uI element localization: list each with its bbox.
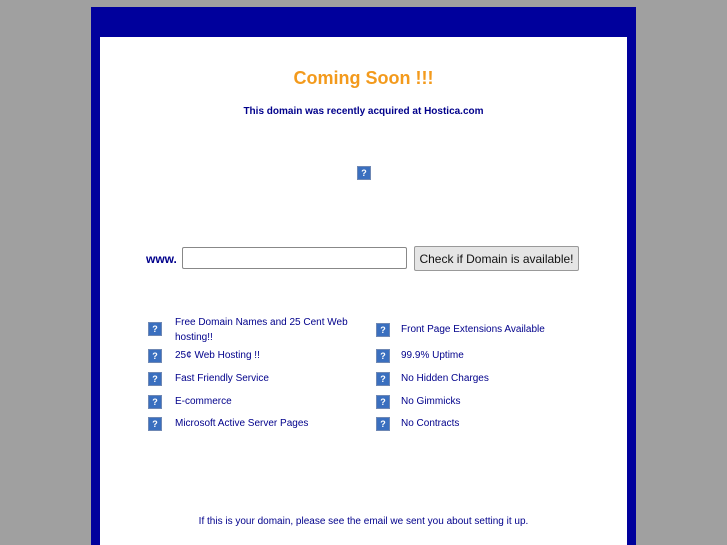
broken-image-icon: ? — [148, 372, 162, 386]
broken-image-icon: ? — [376, 417, 390, 431]
footer-note: If this is your domain, please see the email we sent you about setting it up. — [198, 516, 529, 527]
broken-image-icon: ? — [376, 349, 390, 363]
broken-image-icon: ? — [357, 166, 371, 180]
broken-image-icon: ? — [376, 372, 390, 386]
feature-text: Microsoft Active Server Pages — [175, 418, 309, 429]
feature-text: No Hidden Charges — [401, 373, 489, 384]
feature-text: 25¢ Web Hosting !! — [175, 350, 260, 361]
broken-image-icon: ? — [376, 395, 390, 409]
www-prefix-label: www. — [146, 252, 177, 266]
feature-text: Front Page Extensions Available — [401, 324, 545, 335]
feature-text: E-commerce — [175, 396, 232, 407]
broken-image-icon: ? — [148, 349, 162, 363]
domain-search-input[interactable] — [182, 247, 407, 269]
broken-image-icon: ? — [376, 323, 390, 337]
broken-image-icon: ? — [148, 417, 162, 431]
check-domain-button[interactable]: Check if Domain is available! — [414, 246, 579, 271]
feature-text: 99.9% Uptime — [401, 350, 464, 361]
broken-image-icon: ? — [148, 322, 162, 336]
feature-text: No Contracts — [401, 418, 460, 429]
page-title: Coming Soon !!! — [293, 68, 434, 88]
feature-text: No Gimmicks — [401, 396, 461, 407]
broken-image-icon: ? — [148, 395, 162, 409]
feature-text: Free Domain Names and 25 Cent Web hosting!! — [175, 317, 348, 343]
page-subtitle: This domain was recently acquired at Hostica.com — [243, 106, 484, 117]
feature-text: Fast Friendly Service — [175, 373, 269, 384]
